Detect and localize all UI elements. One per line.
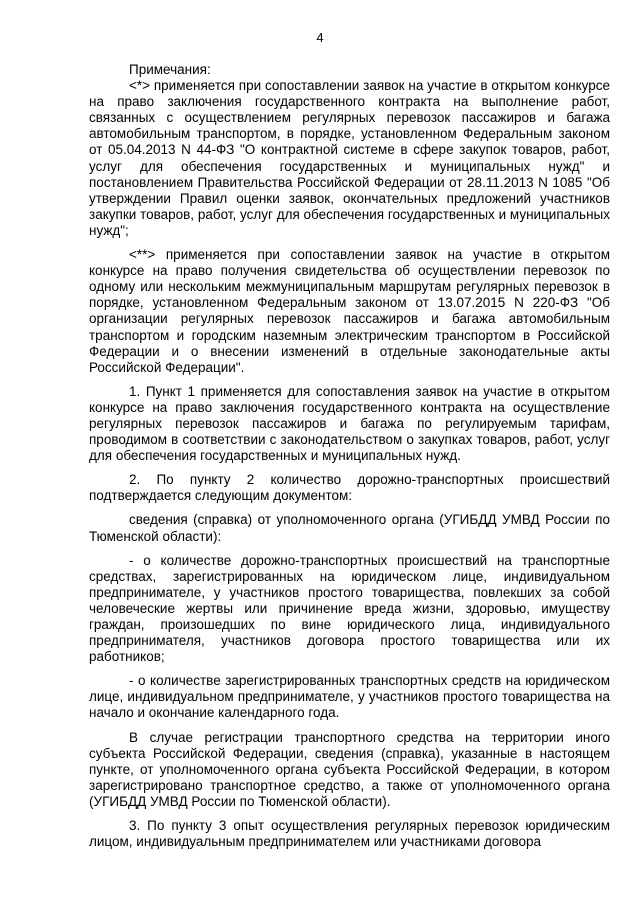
paragraph-other-region: В случае регистрации транспортного средства на территории иного субъекта Российской Федерации, сведения (справка), указанные в настоящем пункте, от уполномоченного органа субъекта Российской Федерации, в котором зарегистрировано транспортное средство, а также от уполномоченного органа (УГИБДД УМВД России по Тюменской области). <box>89 729 610 809</box>
note-single-asterisk: <*> применяется при сопоставлении заявок на участие в открытом конкурсе на право заключения государственного контракта на выполнение работ, связанных с осуществлением регулярных перевозок пассажиров и багажа автомобильным транспортом, в порядке, установленном Федеральным законом от 05.04.2013 N 44-ФЗ "О контрактной системе в сфере закупок товаров, работ, услуг для обеспечения государственных и муниципальных нужд" и постановлением Правительства Российской Федерации от 28.11.2013 N 1085 "Об утверждении Правил оценки заявок, окончательных предложений участников закупки товаров, работ, услуг для обеспечения государственных и муниципальных нужд"; <box>89 78 610 238</box>
note-double-asterisk: <**> применяется при сопоставлении заявок на участие в открытом конкурсе на право получения свидетельства об осуществлении перевозок по одному или нескольким межмуниципальным маршрутам регулярных перевозок в порядке, установленном Федеральным законом от 13.07.2015 N 220-ФЗ "Об организации регулярных перевозок пассажиров и багажа автомобильным транспортом и городским наземным электрическим транспортом в Российской Федерации и о внесении изменений в отдельные законодательные акты Российской Федерации". <box>89 247 610 375</box>
notes-heading: Примечания: <box>129 62 211 77</box>
paragraph-item-2: 2. По пункту 2 количество дорожно-транспортных происшествий подтверждается следующим документом: <box>89 472 610 504</box>
paragraph-accidents-count: - о количестве дорожно-транспортных происшествий на транспортные средствах, зарегистрированных на юридическом лице, индивидуальном предпринимателе, у участников простого товарищества, повлекших за собой человеческие жертвы или причинение вреда жизни, здоровью, имуществу граждан, произошедших по вине юридического лица, индивидуального предпринимателя, участников договора простого товарищества или их работников; <box>89 552 610 665</box>
page-number: 4 <box>316 30 324 45</box>
paragraph-item-1: 1. Пункт 1 применяется для сопоставления заявок на участие в открытом конкурсе на право заключения государственного контракта на осуществление регулярных перевозок пассажиров и багажа по регулируемым тарифам, проводимом в соответствии с законодательством о закупках товаров, работ, услуг для обеспечения государственных и муниципальных нужд. <box>89 383 610 464</box>
paragraph-item-3: 3. По пункту 3 опыт осуществления регулярных перевозок юридическим лицом, индивидуальным предпринимателем или участниками договора <box>89 818 610 850</box>
document-body <box>89 62 610 850</box>
paragraph-vehicles-count: - о количестве зарегистрированных транспортных средств на юридическом лице, индивидуальном предпринимателе, у участников простого товарищества на начало и окончание календарного года. <box>89 673 610 721</box>
paragraph-source-document: сведения (справка) от уполномоченного органа (УГИБДД УМВД России по Тюменской области): <box>89 512 610 544</box>
